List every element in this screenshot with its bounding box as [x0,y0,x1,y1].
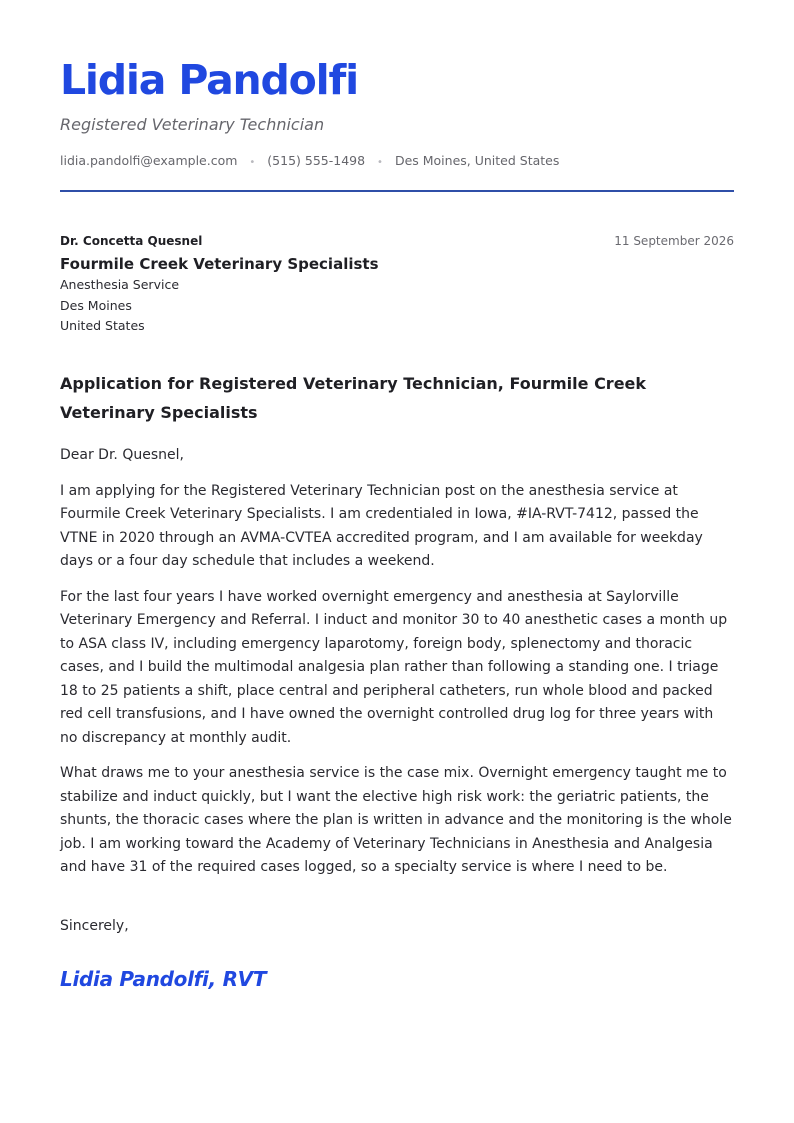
letter-subject: Application for Registered Veterinary Technician, Fourmile Creek Veterinary Specialists [60,374,647,422]
contact-separator: • [249,157,256,168]
body-paragraph: For the last four years I have worked overnight emergency and anesthesia at Saylorville Veterinary Emergency and Referral. I induct and monitor 30 to 40 anesthetic cases a month up to ASA class IV, including emergency laparotomy, foreign body, splenectomy and thoracic cases, and I build the multimodal analgesia plan rather than following a standing one. I triage 18 to 25 patients a shift, place central and peripheral catheters, run whole blood and packed red cell transfusions, and I have owned the overnight controlled drug log for three years with no discrepancy at monthly audit. [60,588,728,746]
closing: Sincerely, [60,918,129,934]
recipient-department: Anesthesia Service [60,277,180,292]
contact-phone[interactable]: (515) 555-1498 [267,153,366,168]
letter-date: 11 September 2026 [614,234,734,248]
header-divider [60,190,734,192]
applicant-title: Registered Veterinary Technician [60,115,325,134]
recipient-organization: Fourmile Creek Veterinary Specialists [60,255,379,273]
recipient-name: Dr. Concetta Quesnel [60,234,203,248]
body-paragraph: I am applying for the Registered Veterinary Technician post on the anesthesia service at Fourmile Creek Veterinary Specialists. I am credentialed in Iowa, #IA-RVT-7412, passed the VTNE in 2020 through an AVMA-CVTEA accredited program, and I am available for weekday days or a four day schedule that includes a weekend. [60,482,703,569]
contact-location: Des Moines, United States [394,153,560,168]
recipient-city: Des Moines [60,298,132,313]
contact-line [60,152,559,172]
letter-body [60,444,734,892]
signature: Lidia Pandolfi, RVT [60,967,267,991]
applicant-name: Lidia Pandolfi [60,56,358,104]
contact-email[interactable]: lidia.pandolfi@example.com [60,153,238,168]
body-paragraph: What draws me to your anesthesia service is the case mix. Overnight emergency taught me to stabilize and induct quickly, but I want the elective high risk work: the geriatric patients, the shunts, the thoracic cases where the plan is written in advance and the monitoring is the whole job. I am working toward the Academy of Veterinary Technicians in Anesthesia and Analgesia and have 31 of the required cases logged, so a specialty service is where I need to be. [60,765,732,875]
contact-separator: • [377,157,383,168]
recipient-country: United States [60,318,145,333]
salutation: Dear Dr. Quesnel, [60,447,184,463]
